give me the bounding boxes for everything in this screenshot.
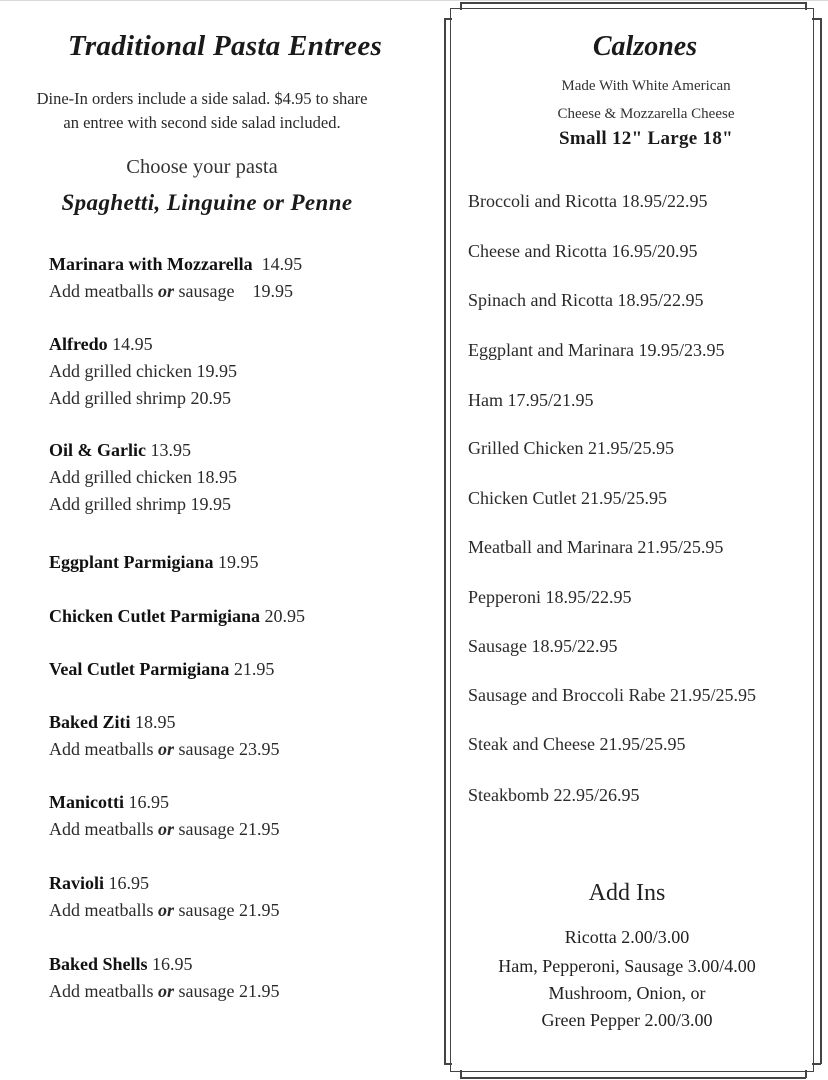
frame-corner xyxy=(444,18,452,20)
frame-right-outer-line xyxy=(820,18,822,1064)
frame-corner xyxy=(460,2,462,10)
add-in-line: Ham, Pepperoni, Sausage 3.00/4.00 xyxy=(498,956,756,976)
item-addon-or: or xyxy=(157,900,174,920)
menu-item xyxy=(49,709,429,763)
frame-corner xyxy=(812,1063,821,1065)
item-addon-text: sausage 21.95 xyxy=(174,900,280,920)
calzone-sizes: Small 12" Large 18" xyxy=(558,128,734,149)
item-price: 16.95 xyxy=(128,792,169,812)
item-addon: Add grilled shrimp 19.95 xyxy=(49,494,231,514)
add-in-line: Ricotta 2.00/3.00 xyxy=(564,927,690,947)
frame-corner xyxy=(460,1070,462,1078)
item-name: Ravioli xyxy=(49,873,105,893)
menu-item xyxy=(49,251,429,305)
item-name: Manicotti xyxy=(49,792,124,812)
calzones-description-line: Cheese & Mozzarella Cheese xyxy=(557,106,735,122)
menu-item xyxy=(49,951,429,1005)
frame-bottom-outer-line xyxy=(460,1077,806,1079)
frame-corner xyxy=(444,1063,452,1065)
calzone-item: Meatball and Marinara 21.95/25.95 xyxy=(468,537,724,557)
calzones-description xyxy=(460,72,828,128)
item-addon-or: or xyxy=(157,739,174,759)
item-addon-price: 19.95 xyxy=(252,281,293,301)
menu-item xyxy=(49,603,429,630)
item-price: 20.95 xyxy=(264,606,305,626)
frame-corner xyxy=(805,2,807,10)
item-addon-text: sausage xyxy=(174,281,235,301)
choose-pasta-label: Choose your pasta xyxy=(126,156,278,178)
item-addon-text: sausage 21.95 xyxy=(174,981,280,1001)
menu-item xyxy=(49,437,429,518)
calzones-description-line: Made With White American xyxy=(561,78,731,94)
item-addon-text: Add meatballs xyxy=(49,819,158,839)
add-ins-title: Add Ins xyxy=(588,880,666,906)
pasta-title: Traditional Pasta Entrees xyxy=(67,30,383,62)
item-addon-text: Add meatballs xyxy=(49,981,158,1001)
calzone-item: Broccoli and Ricotta 18.95/22.95 xyxy=(468,191,708,211)
menu-item xyxy=(49,870,429,924)
item-name: Veal Cutlet Parmigiana xyxy=(49,659,230,679)
item-price: 18.95 xyxy=(135,712,176,732)
calzone-item: Sausage and Broccoli Rabe 21.95/25.95 xyxy=(468,685,756,705)
calzone-item: Ham 17.95/21.95 xyxy=(468,390,594,410)
add-in-line: Mushroom, Onion, or xyxy=(548,983,706,1003)
item-price: 14.95 xyxy=(261,254,303,274)
add-in-line: Green Pepper 2.00/3.00 xyxy=(541,1010,713,1030)
item-name: Alfredo xyxy=(49,334,108,354)
item-price: 13.95 xyxy=(150,440,191,460)
item-price: 16.95 xyxy=(152,954,193,974)
menu-item xyxy=(49,549,429,576)
calzone-item: Sausage 18.95/22.95 xyxy=(468,636,618,656)
pasta-options: Spaghetti, Linguine or Penne xyxy=(61,190,353,215)
item-addon-text: Add meatballs xyxy=(49,739,158,759)
calzone-item: Cheese and Ricotta 16.95/20.95 xyxy=(468,241,698,261)
item-addon-or: or xyxy=(157,281,174,301)
item-name: Eggplant Parmigiana xyxy=(49,552,214,572)
item-addon-text: Add meatballs xyxy=(49,281,158,301)
calzone-item: Steak and Cheese 21.95/25.95 xyxy=(468,734,686,754)
calzones-title: Calzones xyxy=(592,31,698,62)
item-addon-or: or xyxy=(157,981,174,1001)
calzone-item: Pepperoni 18.95/22.95 xyxy=(468,587,632,607)
frame-corner xyxy=(805,1070,807,1078)
calzone-item: Steakbomb 22.95/26.95 xyxy=(468,785,640,805)
frame-corner xyxy=(812,18,821,20)
calzone-item: Eggplant and Marinara 19.95/23.95 xyxy=(468,340,725,360)
item-addon-text: sausage 21.95 xyxy=(174,819,280,839)
item-name: Marinara with Mozzarella xyxy=(49,254,253,274)
menu-item xyxy=(49,789,429,843)
dine-in-note-line: an entree with second side salad included. xyxy=(63,113,341,132)
menu-item xyxy=(49,331,429,412)
item-price: 16.95 xyxy=(108,873,150,893)
item-price: 19.95 xyxy=(218,552,259,572)
dine-in-note-line: Dine-In orders include a side salad. $4.95 to share xyxy=(36,89,368,108)
calzone-item: Grilled Chicken 21.95/25.95 xyxy=(468,438,674,458)
menu-item xyxy=(49,656,429,683)
item-addon: Add grilled chicken 18.95 xyxy=(49,467,237,487)
item-addon-text: sausage 23.95 xyxy=(174,739,280,759)
dine-in-note xyxy=(0,87,404,135)
frame-top-outer-line xyxy=(460,2,806,4)
item-addon-or: or xyxy=(157,819,174,839)
item-addon-text: Add meatballs xyxy=(49,900,158,920)
calzone-item: Spinach and Ricotta 18.95/22.95 xyxy=(468,290,704,310)
frame-left-outer-line xyxy=(444,18,446,1064)
item-name: Chicken Cutlet Parmigiana xyxy=(49,606,260,626)
item-addon: Add grilled chicken 19.95 xyxy=(49,361,237,381)
item-addon: Add grilled shrimp 20.95 xyxy=(49,388,231,408)
item-name: Baked Ziti xyxy=(49,712,131,732)
item-price: 14.95 xyxy=(112,334,153,354)
item-price: 21.95 xyxy=(233,659,275,679)
calzone-item: Chicken Cutlet 21.95/25.95 xyxy=(468,488,667,508)
item-name: Oil & Garlic xyxy=(49,440,146,460)
item-name: Baked Shells xyxy=(49,954,148,974)
